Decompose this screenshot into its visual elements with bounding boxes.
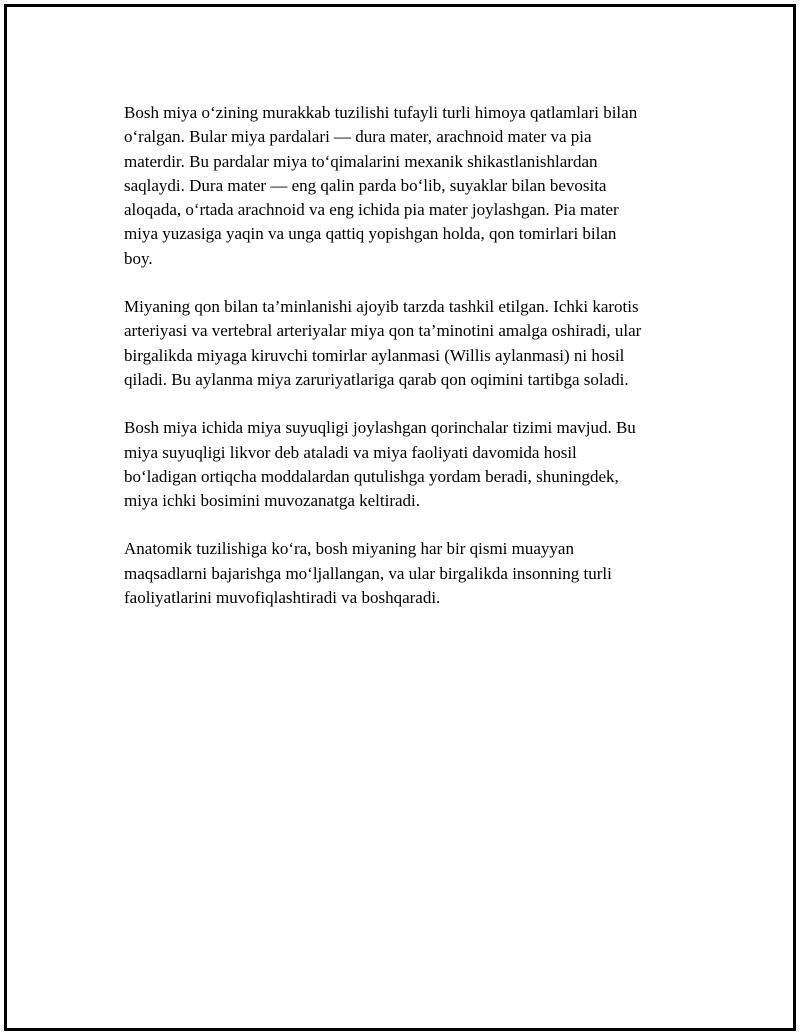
page-frame bbox=[4, 4, 796, 1031]
paragraph-meninges: Bosh miya o‘zining murakkab tuzilishi tufayli turli himoya qatlamlari bilan o‘ralgan. Bular miya pardalari — dura mater, arachnoid mater va pia materdir. Bu pardalar miya to‘qimalarini mexanik shikastlanishlardan saqlaydi. Dura mater — eng qalin parda bo‘lib, suyaklar bilan bevosita aloqada, o‘rtada arachnoid va eng ichida pia mater joylashgan. Pia mater miya yuzasiga yaqin va unga qattiq yopishgan holda, qon tomirlari bilan boy. bbox=[124, 103, 638, 268]
document-body bbox=[124, 101, 680, 634]
paragraph-anatomy: Anatomik tuzilishiga ko‘ra, bosh miyaning har bir qismi muayyan maqsadlarni bajarishga mo‘ljallangan, va ular birgalikda insonning turli faoliyatlarini muvofiqlashtiradi va boshqaradi. bbox=[124, 539, 612, 608]
paragraph-blood-supply: Miyaning qon bilan ta’minlanishi ajoyib tarzda tashkil etilgan. Ichki karotis arteriyasi va vertebral arteriyalar miya qon ta’minotini amalga oshiradi, ular birgalikda miyaga kiruvchi tomirlar aylanmasi (Willis aylanmasi) ni hosil qiladi. Bu aylanma miya zaruriyatlariga qarab qon oqimini tartibga soladi. bbox=[124, 297, 642, 389]
paragraph-ventricles: Bosh miya ichida miya suyuqligi joylashgan qorinchalar tizimi mavjud. Bu miya suyuqligi likvor deb ataladi va miya faoliyati davomida hosil bo‘ladigan ortiqcha moddalardan qutulishga yordam beradi, shuningdek, miya ichki bosimini muvozanatga keltiradi. bbox=[124, 418, 636, 511]
